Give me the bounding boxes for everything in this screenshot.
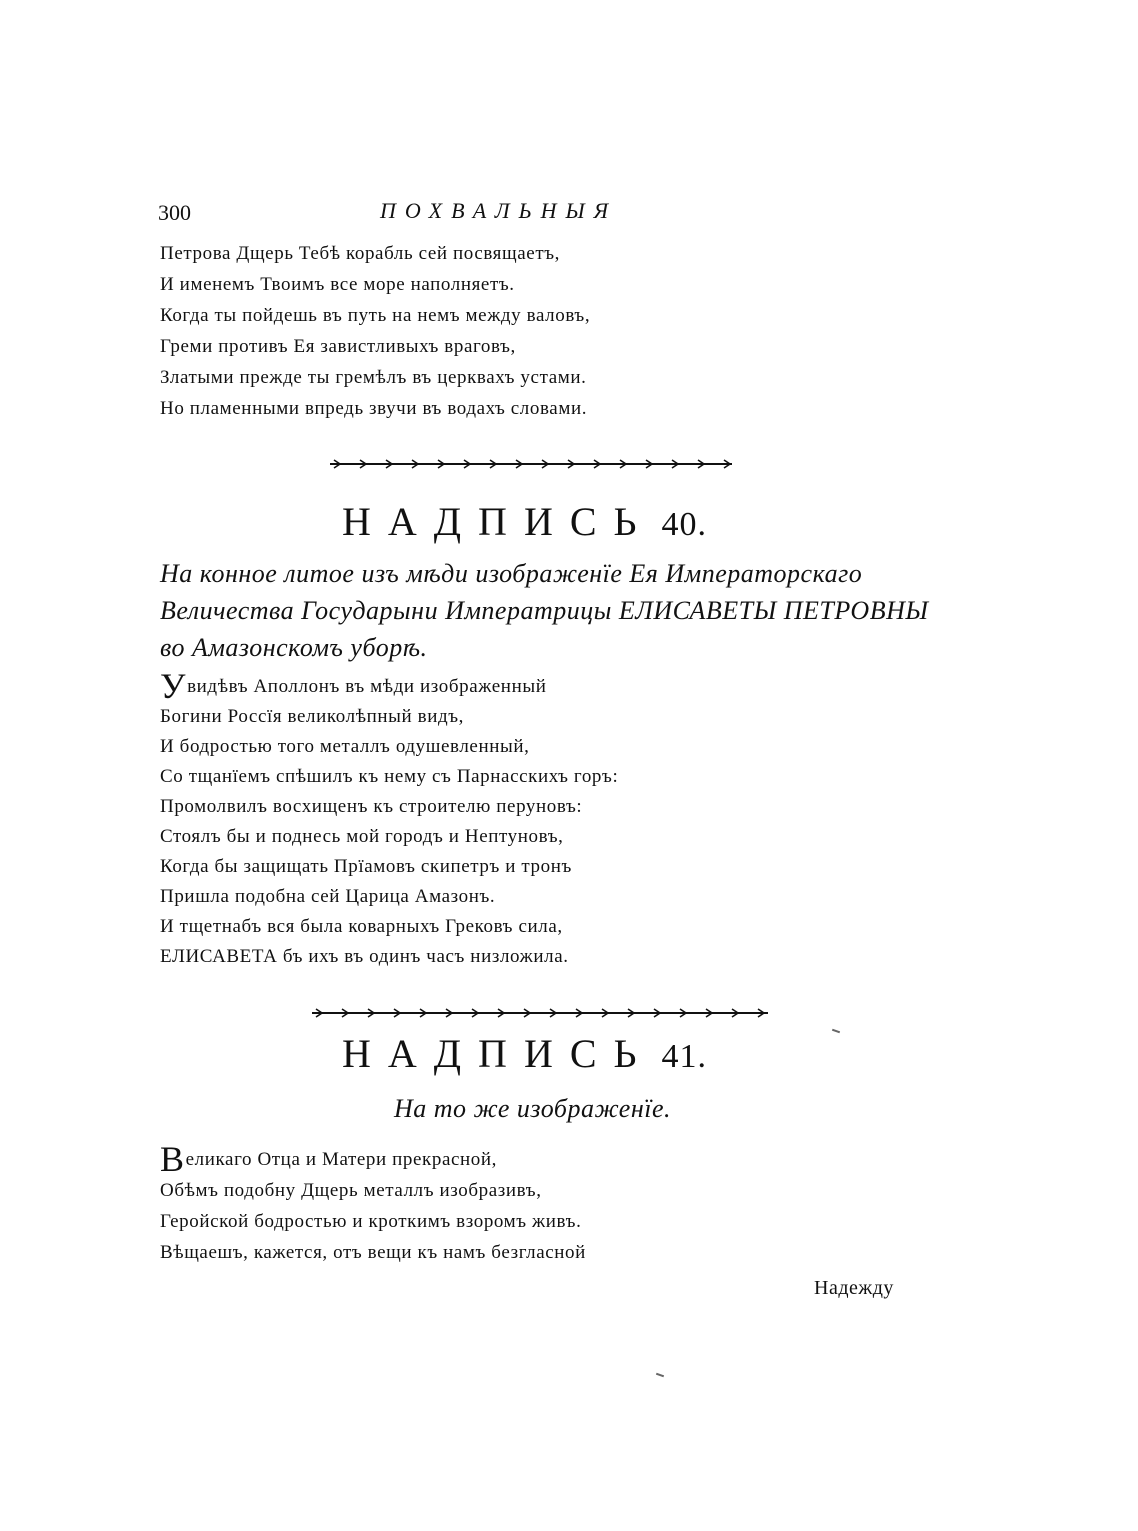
verse-line: Обѣмъ подобну Дщерь металлъ изобразивъ, xyxy=(160,1180,542,1201)
verse-line: Геройской бодростью и кроткимъ взоромъ живъ. xyxy=(160,1211,582,1232)
verse-line: Вѣщаешъ, кажется, отъ вещи къ намъ безгласной xyxy=(160,1242,586,1263)
heading-word: НАДПИСЬ xyxy=(342,1031,654,1076)
verse-line: И бодростью того металлъ одушевленный, xyxy=(160,736,530,757)
verse-line: Греми противъ Ея завистливыхъ враговъ, xyxy=(160,336,516,357)
stanza-continuation xyxy=(160,238,590,424)
verse-line-first xyxy=(160,1139,586,1179)
first-line-rest: видѣвъ Аполлонъ въ мѣди изображенный xyxy=(187,676,547,697)
verse-line: Промолвилъ восхищенъ къ строителю перуновъ: xyxy=(160,796,583,817)
ornamental-divider xyxy=(330,456,732,472)
page-number: 300 xyxy=(158,200,191,225)
running-title: ПОХВАЛЬНЫЯ xyxy=(380,198,618,223)
verse-line: ЕЛИСАВЕТА бъ ихъ въ одинъ часъ низложила. xyxy=(160,946,569,967)
inscription-40-heading xyxy=(342,498,707,545)
paper-speck xyxy=(832,1029,840,1034)
verse-line-first xyxy=(160,666,618,706)
verse-line: Со тщанїемъ спѣшилъ къ нему съ Парнасскихъ горъ: xyxy=(160,766,619,787)
running-head xyxy=(158,200,978,232)
verse-line: Златыми прежде ты гремѣлъ въ церквахъ устами. xyxy=(160,367,587,388)
verse-line: Но пламенными впредь звучи въ водахъ словами. xyxy=(160,398,588,419)
inscription-41-subtitle: На то же изображенїе. xyxy=(394,1094,672,1123)
verse-line: Петрова Дщерь Тебѣ корабль сей посвящаетъ, xyxy=(160,243,560,264)
verse-line: И тщетнабъ вся была коварныхъ Грековъ сила, xyxy=(160,916,563,937)
catchword: Надежду xyxy=(814,1277,894,1299)
first-line-rest: еликаго Отца и Матери прекрасной, xyxy=(185,1149,498,1170)
verse-line: И именемъ Твоимъ все море наполняетъ. xyxy=(160,274,515,295)
verse-line: Когда ты пойдешь въ путь на немъ между валовъ, xyxy=(160,305,591,326)
heading-word: НАДПИСЬ xyxy=(342,499,654,544)
drop-cap: У xyxy=(160,666,187,706)
drop-cap: В xyxy=(160,1139,185,1179)
inscription-40-dedication: На конное литое изъ мѣди изображенїе Ея Императорскаго Величества Государыни Императрицы ЕЛИСАВЕТЫ ПЕТРОВНЫ во Амазонскомъ уборѣ. xyxy=(160,559,929,662)
verse-line: Стоялъ бы и поднесь мой городъ и Нептуновъ, xyxy=(160,826,564,847)
inscription-40-verse xyxy=(160,666,619,972)
inscription-41-heading xyxy=(342,1030,707,1077)
inscription-41-verse xyxy=(160,1139,586,1268)
heading-number: 41. xyxy=(661,1038,707,1075)
verse-line: Пришла подобна сей Царица Амазонъ. xyxy=(160,886,496,907)
heading-number: 40. xyxy=(661,506,707,543)
ornamental-divider xyxy=(312,1005,768,1021)
verse-line: Богини Россїя великолѣпный видъ, xyxy=(160,706,465,727)
verse-line: Когда бы защищать Прїамовъ скипетръ и тронъ xyxy=(160,856,572,877)
paper-speck xyxy=(656,1373,664,1378)
